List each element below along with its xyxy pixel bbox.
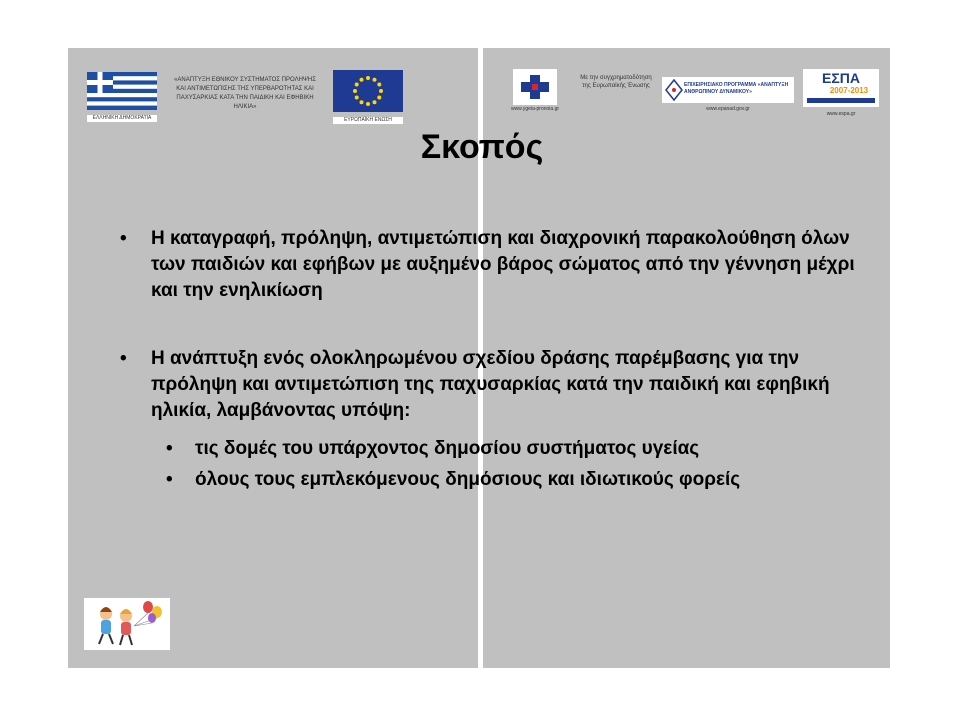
bullet-marker: • xyxy=(120,228,127,249)
page-title: Σκοπός xyxy=(420,128,544,166)
bullet-item-1: Η καταγραφή, πρόληψη, αντιμετώπιση και διαχρονική παρακολούθηση όλων των παιδιών και εφήβων με αυξημένο βάρος σώματος από την γέννηση μέχρι και την ενηλικίωση xyxy=(151,228,855,301)
eu-flag-logo xyxy=(333,70,403,123)
children-balloons-icon xyxy=(84,598,170,650)
sub-bullet-item-1: τις δομές του υπάρχοντος δημοσίου συστήματος υγείας xyxy=(195,438,700,459)
espa-stripe xyxy=(807,98,875,103)
program-logo xyxy=(662,77,794,103)
diamond-icon xyxy=(664,77,684,103)
greece-caption: ΕΛΛΗΝΙΚΗ ΔΗΜΟΚΡΑΤΙΑ xyxy=(87,115,157,122)
eu-flag-icon xyxy=(333,70,403,112)
espa-title: ΕΣΠΑ xyxy=(822,70,860,86)
espa-years: 2007-2013 xyxy=(829,86,869,95)
ygeia-pronoia-logo xyxy=(513,69,557,105)
greek-flag-icon xyxy=(87,72,157,110)
espa-logo xyxy=(803,69,879,107)
bullet-item-2: Η ανάπτυξη ενός ολοκληρωμένου σχεδίου δράσης παρέμβασης για την πρόληψη και αντιμετώπιση της παχυσαρκίας κατά την παιδική και εφηβική ηλικία, λαμβάνοντας υπόψη: xyxy=(151,348,830,421)
kids-illustration xyxy=(84,598,170,650)
sub-bullet-item-2: όλους τους εμπλεκόμενους δημόσιους και ιδιωτικούς φορείς xyxy=(195,469,741,490)
sub-bullet-marker: • xyxy=(166,469,173,490)
project-title-text: «ΑΝΑΠΤΥΞΗ ΕΘΝΙΚΟΥ ΣΥΣΤΗΜΑΤΟΣ ΠΡΟΛΗΨΗΣ ΚΑΙ ΑΝΤΙΜΕΤΩΠΙΣΗΣ ΤΗΣ ΥΠΕΡΒΑΡΟΤΗΤΑΣ ΚΑΙ ΠΑΧΥΣΑΡΚΙΑΣ ΚΑΤΑ ΤΗΝ ΠΑΙΔΙΚΗ ΚΑΙ ΕΦΗΒΙΚΗ ΗΛΙΚΙΑ» xyxy=(174,77,316,110)
ygeia-url: www.ygeia-pronoia.gr xyxy=(510,106,560,112)
cofund-text: Με την συγχρηματοδότηση της Ευρωπαϊκής Ένωσης xyxy=(580,75,652,89)
greek-flag-logo xyxy=(87,72,157,121)
bullet-marker: • xyxy=(120,348,127,369)
eu-caption: ΕΥΡΩΠΑΪΚΗ ΕΝΩΣΗ xyxy=(333,117,403,124)
program-url: www.epanad.gov.gr xyxy=(706,106,750,112)
medical-cross-icon xyxy=(513,69,557,105)
espa-url: www.espa.gr xyxy=(826,111,856,117)
sub-bullet-marker: • xyxy=(166,438,173,459)
program-logo-text: ΕΠΙΧΕΙΡΗΣΙΑΚΟ ΠΡΟΓΡΑΜΜΑ «ΑΝΑΠΤΥΞΗ ΑΝΘΡΩΠΙΝΟΥ ΔΥΝΑΜΙΚΟΥ» xyxy=(684,82,789,95)
